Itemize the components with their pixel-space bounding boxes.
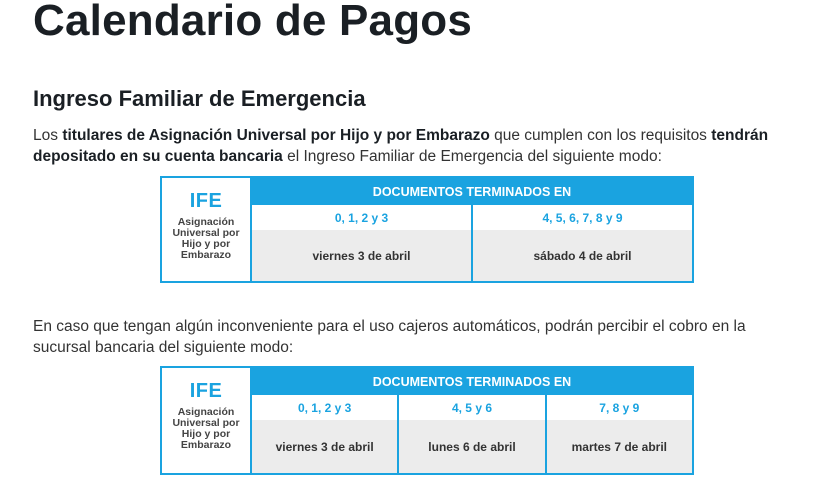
ife-label-cell <box>162 368 252 473</box>
schedule-area <box>252 178 692 281</box>
document-group: 0, 1, 2 y 3 <box>252 395 397 420</box>
ife-description: Asignación Universal por Hijo y por Embarazo <box>172 406 240 451</box>
document-group: 0, 1, 2 y 3 <box>252 205 471 230</box>
table-header: DOCUMENTOS TERMINADOS EN <box>252 368 692 395</box>
schedule-area <box>252 368 692 473</box>
ife-label-cell <box>162 178 252 281</box>
page-title: Calendario de Pagos <box>33 0 473 45</box>
document-group: 4, 5, 6, 7, 8 y 9 <box>473 205 692 230</box>
intro-text-1: Los <box>33 127 63 144</box>
table-columns <box>252 395 692 473</box>
document-group: 7, 8 y 9 <box>547 395 692 420</box>
payment-date: sábado 4 de abril <box>473 230 692 281</box>
schedule-column <box>545 395 692 473</box>
payment-date: lunes 6 de abril <box>399 420 544 473</box>
intro-bold-2: tendrán depositado en su cuenta bancaria <box>33 127 769 165</box>
branch-paragraph: En caso que tengan algún inconveniente para el uso cajeros automáticos, podrán percibir el cobro en la sucursal bancaria del siguiente modo: <box>33 318 746 356</box>
ife-description: Asignación Universal por Hijo y por Embarazo <box>172 216 240 261</box>
schedule-column <box>252 205 471 281</box>
ife-code: IFE <box>189 380 223 402</box>
payment-table-account <box>160 176 694 283</box>
intro-paragraph <box>33 125 803 167</box>
payment-date: viernes 3 de abril <box>252 420 397 473</box>
schedule-column <box>252 395 397 473</box>
payment-table-branch <box>160 366 694 475</box>
document-group: 4, 5 y 6 <box>399 395 544 420</box>
table-header: DOCUMENTOS TERMINADOS EN <box>252 178 692 205</box>
section-subtitle: Ingreso Familiar de Emergencia <box>33 86 366 111</box>
intro-text-2: que cumplen con los requisitos <box>489 127 712 144</box>
intro-bold-1: titulares de Asignación Universal por Hijo y por Embarazo <box>62 127 490 144</box>
payment-date: martes 7 de abril <box>547 420 692 473</box>
intro-text-3: el Ingreso Familiar de Emergencia del siguiente modo: <box>282 148 662 165</box>
schedule-column <box>471 205 692 281</box>
ife-code: IFE <box>189 190 223 212</box>
table-columns <box>252 205 692 281</box>
schedule-column <box>397 395 544 473</box>
payment-date: viernes 3 de abril <box>252 230 471 281</box>
